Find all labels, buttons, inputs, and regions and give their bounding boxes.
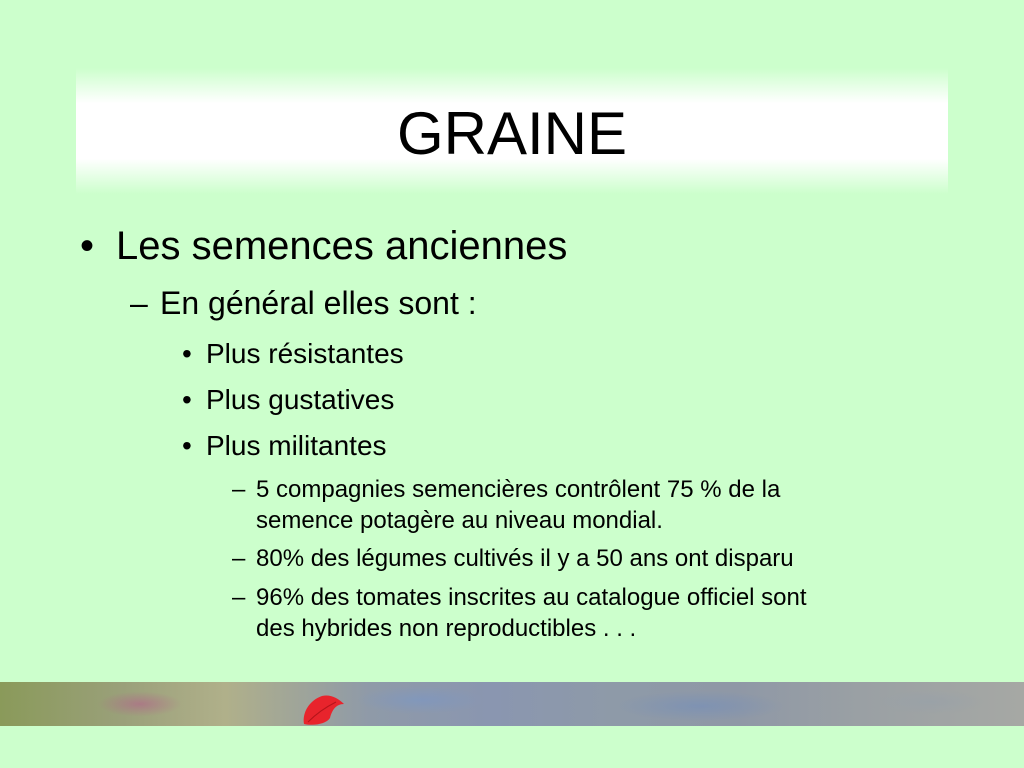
slide-title: GRAINE xyxy=(396,100,628,167)
bullet-level3-text: Plus gustatives xyxy=(206,384,395,415)
bullet-level2-text: En général elles sont : xyxy=(160,285,477,321)
bullet-marker-level3: • xyxy=(182,430,192,461)
bottom-band xyxy=(0,726,1024,768)
bullet-marker-level3: • xyxy=(182,338,192,369)
bullet-marker-level4: – xyxy=(232,476,246,503)
bullet-marker-level4: – xyxy=(232,545,246,572)
bullet-marker-level1: • xyxy=(80,224,95,268)
red-leaf-icon xyxy=(300,692,346,726)
bullet-marker-level4: – xyxy=(232,584,246,611)
bullet-marker-level2: – xyxy=(130,285,148,321)
bullet-level3-text: Plus résistantes xyxy=(206,338,404,369)
bullet-level4-text: 80% des légumes cultivés il y a 50 ans ont disparu xyxy=(256,545,794,572)
bullet-marker-level3: • xyxy=(182,384,192,415)
bullet-level4-text: 5 compagnies semencières contrôlent 75 % de la xyxy=(256,476,781,503)
bullet-level4-text: semence potagère au niveau mondial. xyxy=(256,507,663,534)
footer-image-strip xyxy=(0,682,1024,726)
bullet-level4-text: des hybrides non reproductibles . . . xyxy=(256,615,637,642)
bullet-level4-text: 96% des tomates inscrites au catalogue officiel sont xyxy=(256,584,807,611)
bullet-level3-text: Plus militantes xyxy=(206,430,387,461)
bullet-level1-text: Les semences anciennes xyxy=(116,224,568,268)
